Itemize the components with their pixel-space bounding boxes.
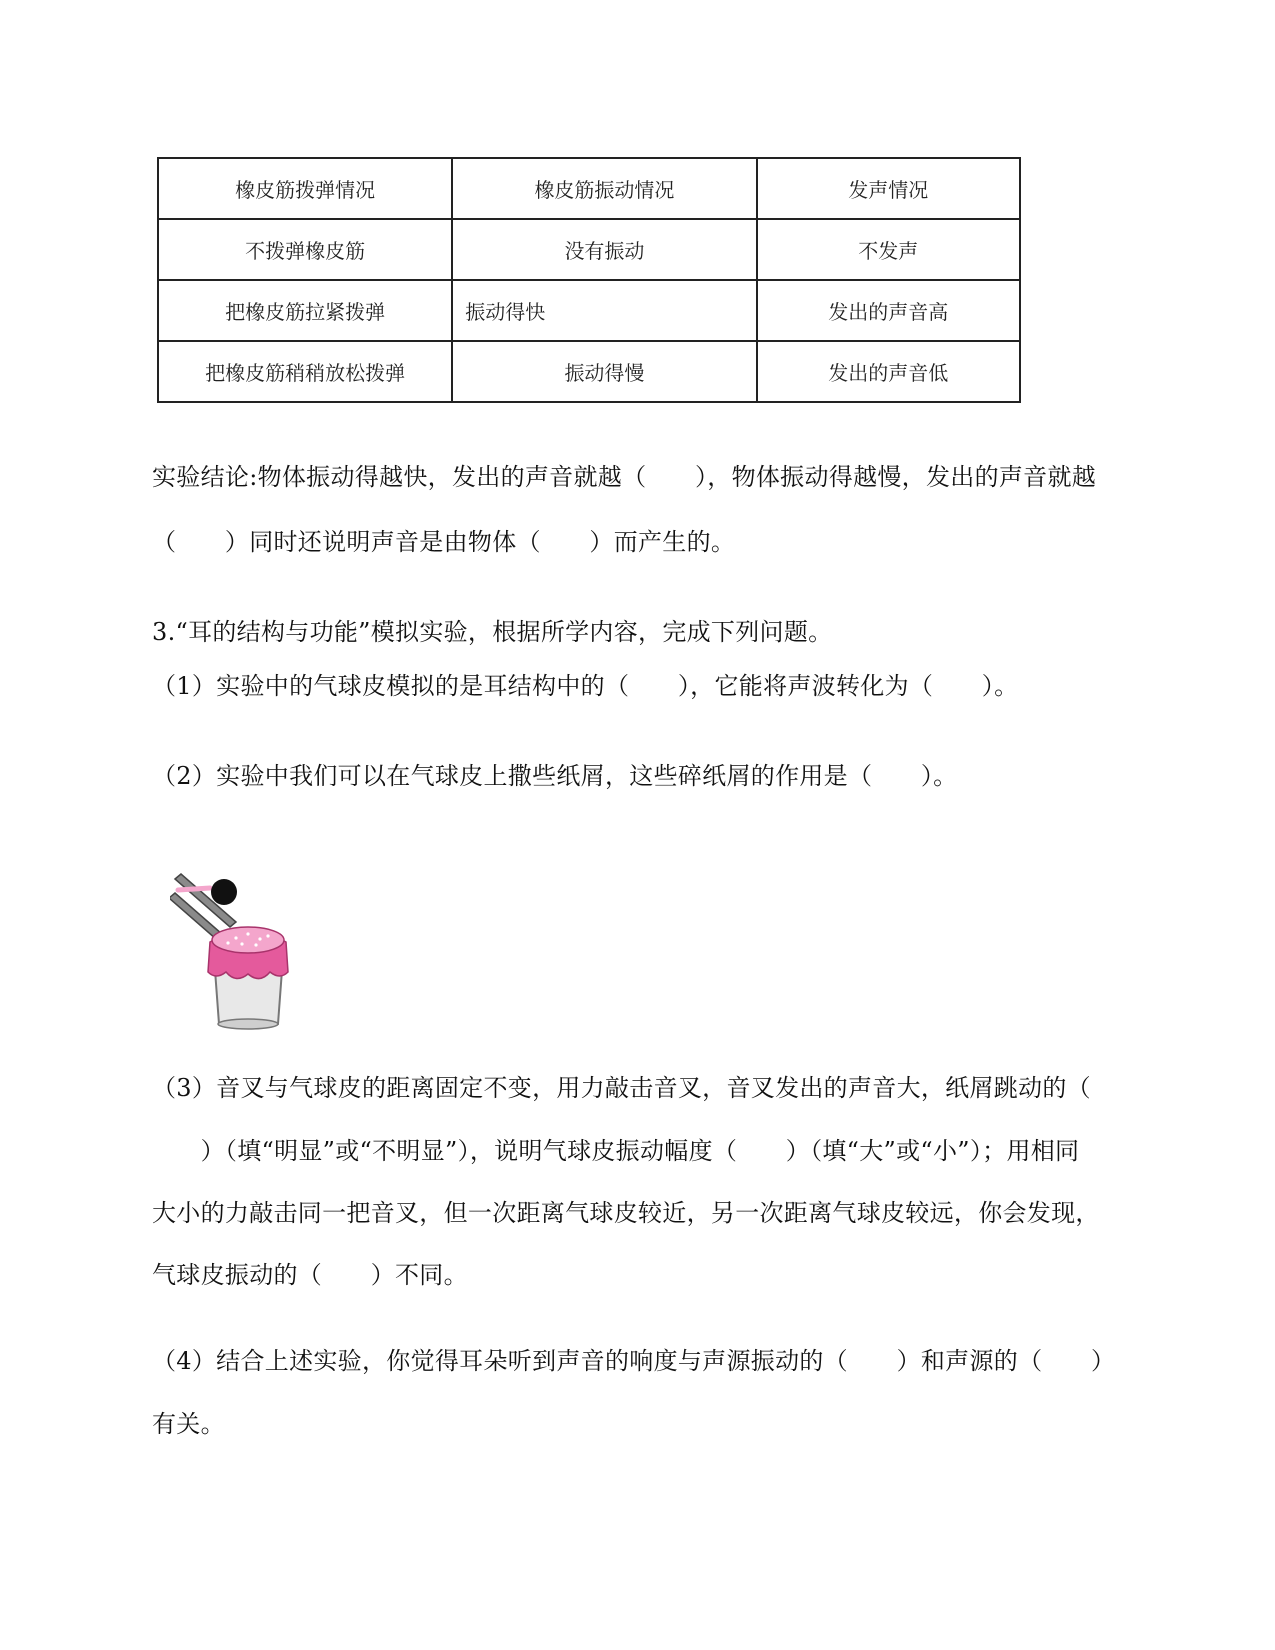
question-3-part-3-line-3: 大小的力敲击同一把音叉，但一次距离气球皮较近，另一次距离气球皮较远，你会发现， <box>152 1199 1100 1227</box>
question-3-part-3-line-4: 气球皮振动的（ ）不同。 <box>152 1261 468 1289</box>
question-3-part-3-line-1: （3）音叉与气球皮的距离固定不变，用力敲击音叉，音叉发出的声音大，纸屑跳动的（ <box>152 1074 1091 1102</box>
table-row <box>158 219 1020 280</box>
question-3-part-3-line-2: ）（填“明显”或“不明显”），说明气球皮振动幅度（ ）（填“大”或“小”）；用相同 <box>152 1137 1080 1165</box>
table-cell: 发出的声音高 <box>757 280 1020 341</box>
balloon-skin-icon <box>208 927 288 979</box>
table-header-cell: 橡皮筋振动情况 <box>452 158 756 219</box>
table-cell: 把橡皮筋拉紧拨弹 <box>158 280 452 341</box>
question-3-part-4-line-2: 有关。 <box>152 1410 225 1438</box>
experiment-table <box>157 157 1021 403</box>
table-cell: 没有振动 <box>452 219 756 280</box>
table-cell: 发出的声音低 <box>757 341 1020 402</box>
table-header-row <box>158 158 1020 219</box>
question-3-title: 3.“耳的结构与功能”模拟实验，根据所学内容，完成下列问题。 <box>152 618 833 646</box>
conclusion-line-2: （ ）同时还说明声音是由物体（ ）而产生的。 <box>152 528 736 556</box>
table-cell: 不拨弹橡皮筋 <box>158 219 452 280</box>
table-row <box>158 341 1020 402</box>
question-3-part-2: （2）实验中我们可以在气球皮上撒些纸屑，这些碎纸屑的作用是（ ）。 <box>152 762 958 790</box>
conclusion-line-1: 实验结论:物体振动得越快，发出的声音就越（ ），物体振动得越慢，发出的声音就越 <box>152 463 1097 491</box>
table-cell: 把橡皮筋稍稍放松拨弹 <box>158 341 452 402</box>
table-cell: 振动得快 <box>452 280 756 341</box>
tuning-fork-balloon-figure <box>170 872 300 1037</box>
table-cell: 振动得慢 <box>452 341 756 402</box>
jar-icon <box>215 970 282 1029</box>
table-cell: 不发声 <box>757 219 1020 280</box>
question-3-part-4-line-1: （4）结合上述实验，你觉得耳朵听到声音的响度与声源振动的（ ）和声源的（ ） <box>152 1347 1116 1375</box>
question-3-part-1: （1）实验中的气球皮模拟的是耳结构中的（ ），它能将声波转化为（ ）。 <box>152 672 1019 700</box>
mallet-head-icon <box>211 879 237 905</box>
table-header-cell: 发声情况 <box>757 158 1020 219</box>
table-row <box>158 280 1020 341</box>
table-header-cell: 橡皮筋拨弹情况 <box>158 158 452 219</box>
